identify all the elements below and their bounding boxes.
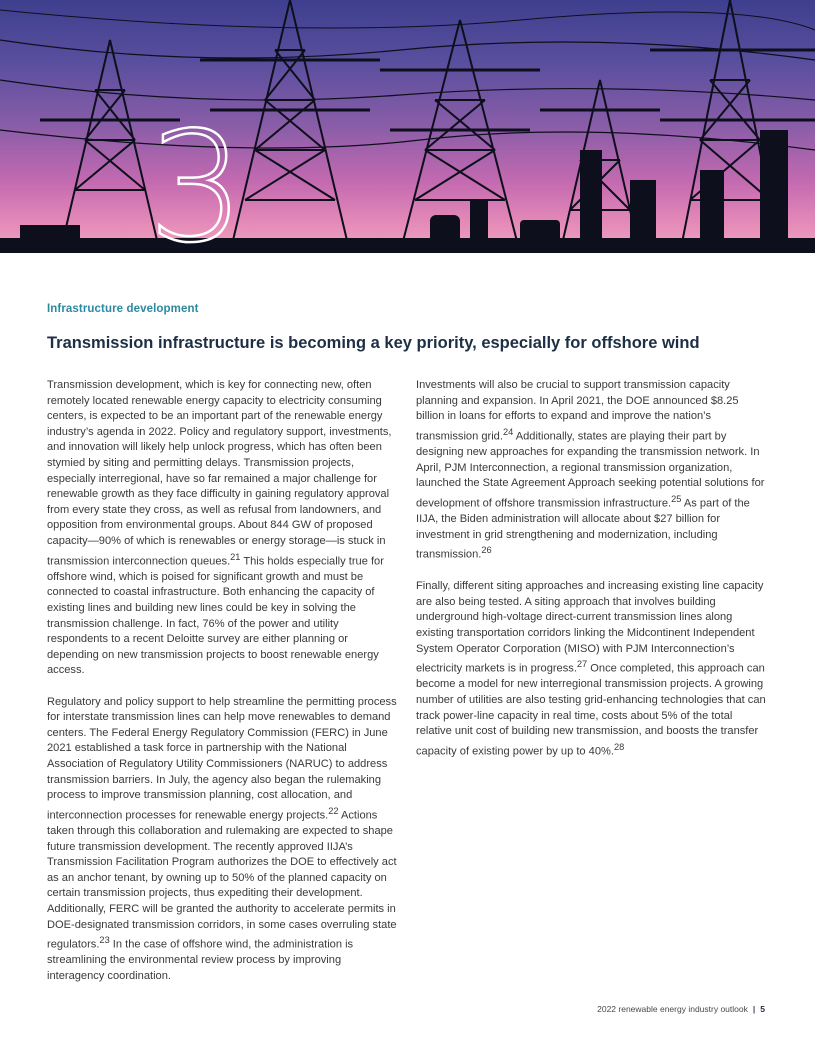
footnote-ref[interactable]: 23	[99, 935, 110, 946]
footnote-ref[interactable]: 28	[613, 741, 625, 752]
page-footer	[597, 1004, 765, 1014]
footer-separator: |	[752, 1004, 756, 1014]
right-column	[416, 378, 768, 776]
left-column	[47, 378, 399, 1000]
section-label: Infrastructure development	[47, 303, 199, 315]
paragraph: Finally, different siting approaches and increasing existing line capacity are also being tested. A siting approach that involves building underground high-voltage direct-current transmission lines along existing transportation corridors linking the Midcontinent Independent System Operator Corporation (MISO) with PJM Interconnection’s electricity markets is in progress.$^{27}$ Once completed, this approach can become a model for new interregional transmission projects. A growing number of utilities are also testing grid-enhancing technologies that can track power-line capacity in real time, costs about 5% of the total relative unit cost of building new transmission, and boosts the transfer capacity of existing power by up to 40%.$^{28}$	[416, 580, 766, 758]
paragraph: Regulatory and policy support to help streamline the permitting process for interstate transmission lines can help move renewables to demand centers. The Federal Energy Regulatory Commission (FERC) in June 2021 established a task force in partnership with the National Association of Regulatory Utility Commissioners (NARUC) to address transmission barriers. In July, the agency also began the rulemaking process to improve transmission planning, cost allocation, and interconnection processes for renewable energy projects.$^{22}$ Actions taken through this collaboration and rulemaking are expected to shape future transmission development. The recently approved IIJA’s Transmission Facilitation Program authorizes the DOE to effectively act as an anchor tenant, by owning up to 50% of the planned capacity on certain transmission projects, thus expediting their development. Additionally, FERC will be granted the authority to accelerate permits in DOE-designated transmission corridors, in some cases overruling state regulators.$^{23}$ In the case of offshore wind, the administration is streamlining the environmental review process by improving interagency coordination.	[47, 695, 397, 983]
paragraph: Investments will also be crucial to support transmission capacity planning and expansion. In April 2021, the DOE announced $8.25 billion in loans for efforts to expand and improve the nation’s transmission grid.$^{24}$ Additionally, states are playing their part by designing new approaches for expanding the transmission network. In April, PJM Interconnection, a regional transmission organization, launched the State Agreement Approach seeking potential solutions for development of offshore transmission infrastructure.$^{25}$ As part of the IIJA, the Biden administration will allocate about $27 billion for investment in grid strengthening and modernization, including transmission.$^{26}$	[416, 379, 765, 561]
page-number: 5	[760, 1004, 765, 1014]
transmission-towers-illustration	[0, 0, 815, 253]
footnote-ref[interactable]: 26	[481, 545, 492, 556]
footnote-ref[interactable]: 25	[671, 493, 682, 504]
footer-title: 2022 renewable energy industry outlook	[597, 1004, 748, 1014]
footnote-ref[interactable]: 24	[502, 426, 514, 437]
footnote-ref[interactable]: 27	[576, 659, 588, 670]
paragraph: Transmission development, which is key for connecting new, often remotely located renewable energy capacity to electricity consuming centers, is expected to be an important part of the renewable energy industry’s agenda in 2022. Policy and regulatory support, investments, and innovation will likely help unlock progress, which has often been stymied by siting and permitting delays. Transmission projects, especially interregional, have so far remained a major challenge for renewable growth as they face difficulty in gaining regulatory approval from every state they cross, as well as refusal from landowners, and opposition from environmental groups. About 844 GW of proposed capacity—90% of which is renewables or energy storage—is stuck in transmission interconnection queues.$^{21}$ This holds especially true for offshore wind, which is poised for significant growth and must be connected to coastal infrastructure. Both enhancing the capacity of existing lines and building new lines could be key in solving the transmission challenge. In fact, 76% of the power and utility respondents to a recent Deloitte survey are either planning or depending on new transmission projects to boost renewable energy access.	[47, 379, 392, 677]
page-title: Transmission infrastructure is becoming a key priority, especially for offshore wind	[47, 334, 700, 352]
footnote-ref[interactable]: 22	[328, 805, 339, 816]
hero-image	[0, 0, 815, 253]
footnote-ref[interactable]: 21	[230, 551, 241, 562]
chapter-number: 3	[148, 99, 245, 253]
